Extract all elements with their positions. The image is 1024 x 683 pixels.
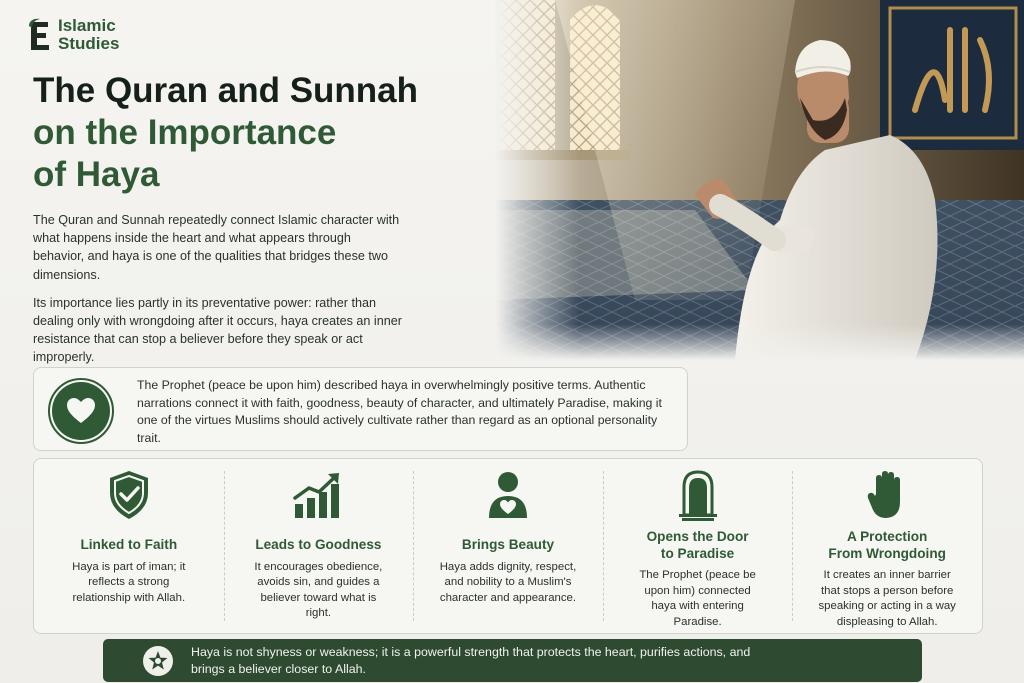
shield-check-icon — [107, 469, 151, 521]
brand-logo — [26, 16, 119, 54]
feature-linked-to-faith — [34, 459, 224, 633]
feature-title — [792, 529, 982, 562]
prophet-description-text: The Prophet (peace be upon him) described haya in overwhelmingly positive terms. Authentic narrations connect it with faith, goodness, beauty of character, and ultimately Paradise, making it one of the virtues Muslims should actively cultivate rather than regard as an optional personality trait. — [137, 378, 662, 445]
feature-title: Brings Beauty — [461, 537, 555, 552]
feature-title-line-1: Opens the Door — [646, 529, 749, 544]
star-badge-icon — [147, 650, 169, 672]
closing-banner — [103, 639, 922, 682]
feature-description: It encourages obedience, avoids sin, and guides a believer toward what is right. — [254, 560, 383, 620]
feature-leads-to-goodness — [224, 459, 414, 633]
title-line-2: on the Importance — [33, 113, 337, 152]
brand-line-1: Islamic — [58, 16, 116, 35]
feature-description: It creates an inner barrier that stops a person before speaking or acting in a way displeasing to Allah. — [818, 569, 956, 628]
feature-title — [603, 529, 793, 562]
closing-banner-text: Haya is not shyness or weakness; it is a powerful strength that protects the heart, purifies actions, and brings a believer closer to Allah. — [191, 645, 751, 676]
title-line-3: of Haya — [33, 155, 160, 194]
door-arch-icon — [676, 469, 720, 521]
feature-description: Haya is part of iman; it reflects a strong relationship with Allah. — [72, 560, 186, 604]
photo-fade-overlay — [495, 0, 1024, 360]
brand-line-2: Studies — [58, 34, 120, 53]
page-title — [33, 70, 418, 196]
praying-man-photo — [495, 0, 1024, 360]
feature-protection-from-wrongdoing — [792, 459, 982, 633]
title-line-1: The Quran and Sunnah — [33, 71, 419, 110]
feature-title-line-1: A Protection — [847, 529, 928, 544]
feature-description: The Prophet (peace be upon him) connected haya with entering Paradise. — [639, 569, 756, 628]
growth-chart-icon — [292, 470, 344, 520]
banner-badge — [143, 646, 173, 676]
brand-mark-icon — [26, 16, 52, 54]
intro-paragraph-1: The Quran and Sunnah repeatedly connect Islamic character with what happens inside the heart and what appears through behavior, and haya is one of the qualities that bridges these two dimensions. — [33, 213, 400, 282]
feature-description: Haya adds dignity, respect, and nobility to a Muslim's character and appearance. — [439, 560, 577, 604]
heart-badge — [48, 378, 114, 444]
intro-text — [33, 211, 403, 377]
feature-title-line-2: From Wrongdoing — [828, 545, 946, 561]
heart-icon — [66, 397, 96, 425]
brand-name — [58, 17, 119, 53]
prophet-description-box — [33, 367, 688, 451]
feature-title-line-2: to Paradise — [660, 545, 735, 561]
person-heart-icon — [486, 470, 530, 520]
features-row — [33, 458, 983, 634]
raised-hand-icon — [867, 470, 907, 520]
feature-title: Linked to Faith — [80, 537, 178, 552]
intro-paragraph-2: Its importance lies partly in its preventative power: rather than dealing only with wrongdoing after it occurs, haya creates an inner resistance that can stop a believer before they speak or act improperly. — [33, 295, 402, 365]
feature-opens-door-to-paradise — [603, 459, 793, 633]
feature-brings-beauty — [413, 459, 603, 633]
feature-title: Leads to Goodness — [255, 537, 382, 552]
